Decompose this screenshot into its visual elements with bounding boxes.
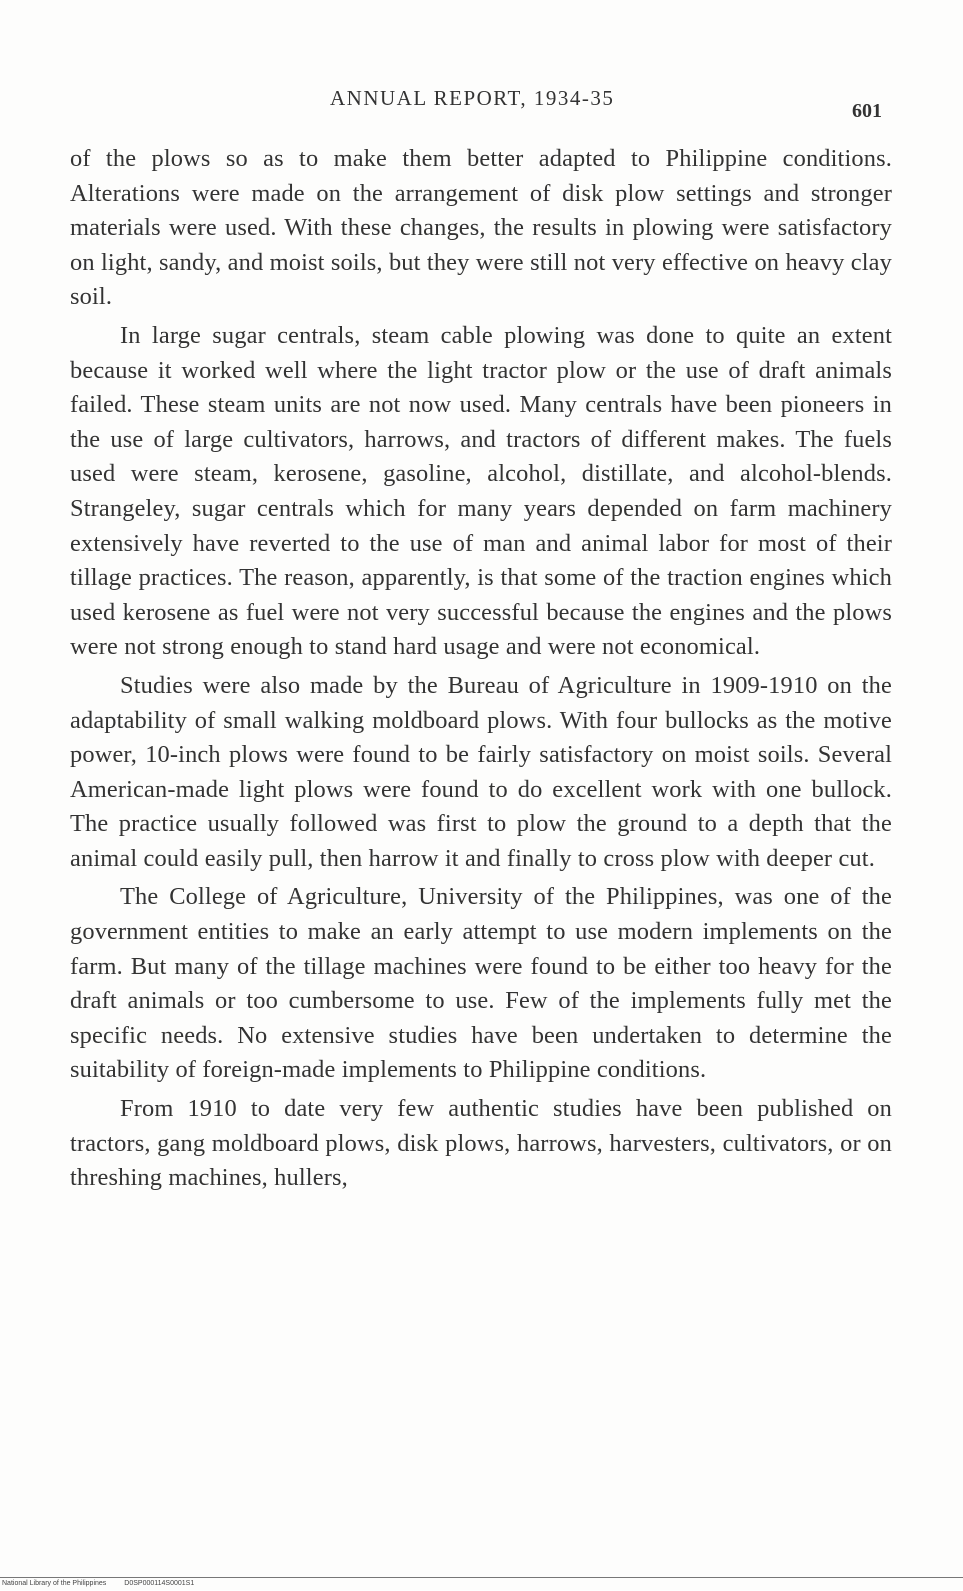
paragraph-1: of the plows so as to make them better adapted to Philippine conditions. Alterations were made on the arrangement of disk plow settings and stronger materials were used. With these changes, the results in plowing were satisfactory on light, sandy, and moist soils, but they were still not very effective on heavy clay soil. <box>70 145 892 311</box>
paragraph-2: In large sugar centrals, steam cable plowing was done to quite an extent because it worked well where the light tractor plow or the use of draft animals failed. These steam units are not now used. Many centrals have been pioneers in the use of large cultivators, harrows, and tractors of different makes. The fuels used were steam, kerosene, gasoline, alcohol, distillate, and alcohol-blends. Strangeley, sugar centrals which for many years depended on farm machinery extensively have reverted to the use of man and animal labor for most of their tillage practices. The reason, apparently, is that some of the traction engines which used kerosene as fuel were not very successful because the engines and the plows were not strong enough to stand hard usage and were not economical. <box>70 321 892 661</box>
page-number: 601 <box>852 100 882 122</box>
footer-code: D0SP000114S0001S1 <box>124 1580 195 1587</box>
footer-strip <box>0 1577 963 1591</box>
footer-library: National Library of the Philippines <box>2 1580 107 1587</box>
paragraph-3: Studies were also made by the Bureau of Agriculture in 1909-1910 on the adaptability of small walking moldboard plows. With four bullocks as the motive power, 10-inch plows were found to be fairly satisfactory on moist soils. Several American-made light plows were found to do excellent work with one bullock. The practice usually followed was first to plow the ground to a depth that the animal could easily pull, then harrow it and finally to cross plow with deeper cut. <box>70 671 892 872</box>
running-head: ANNUAL REPORT, 1934-35 <box>330 86 615 110</box>
body-text <box>70 142 892 1196</box>
paragraph-5: From 1910 to date very few authentic studies have been published on tractors, gang moldboard plows, disk plows, harrows, harvesters, cultivators, or on threshing machines, hullers, <box>70 1095 892 1192</box>
paragraph-4: The College of Agriculture, University of the Philippines, was one of the government entities to make an early attempt to use modern implements on the farm. But many of the tillage machines were found to be either too heavy for the draft animals or too cumbersome to use. Few of the implements fully met the specific needs. No extensive studies have been undertaken to determine the suitability of foreign-made implements to Philippine conditions. <box>70 883 892 1084</box>
